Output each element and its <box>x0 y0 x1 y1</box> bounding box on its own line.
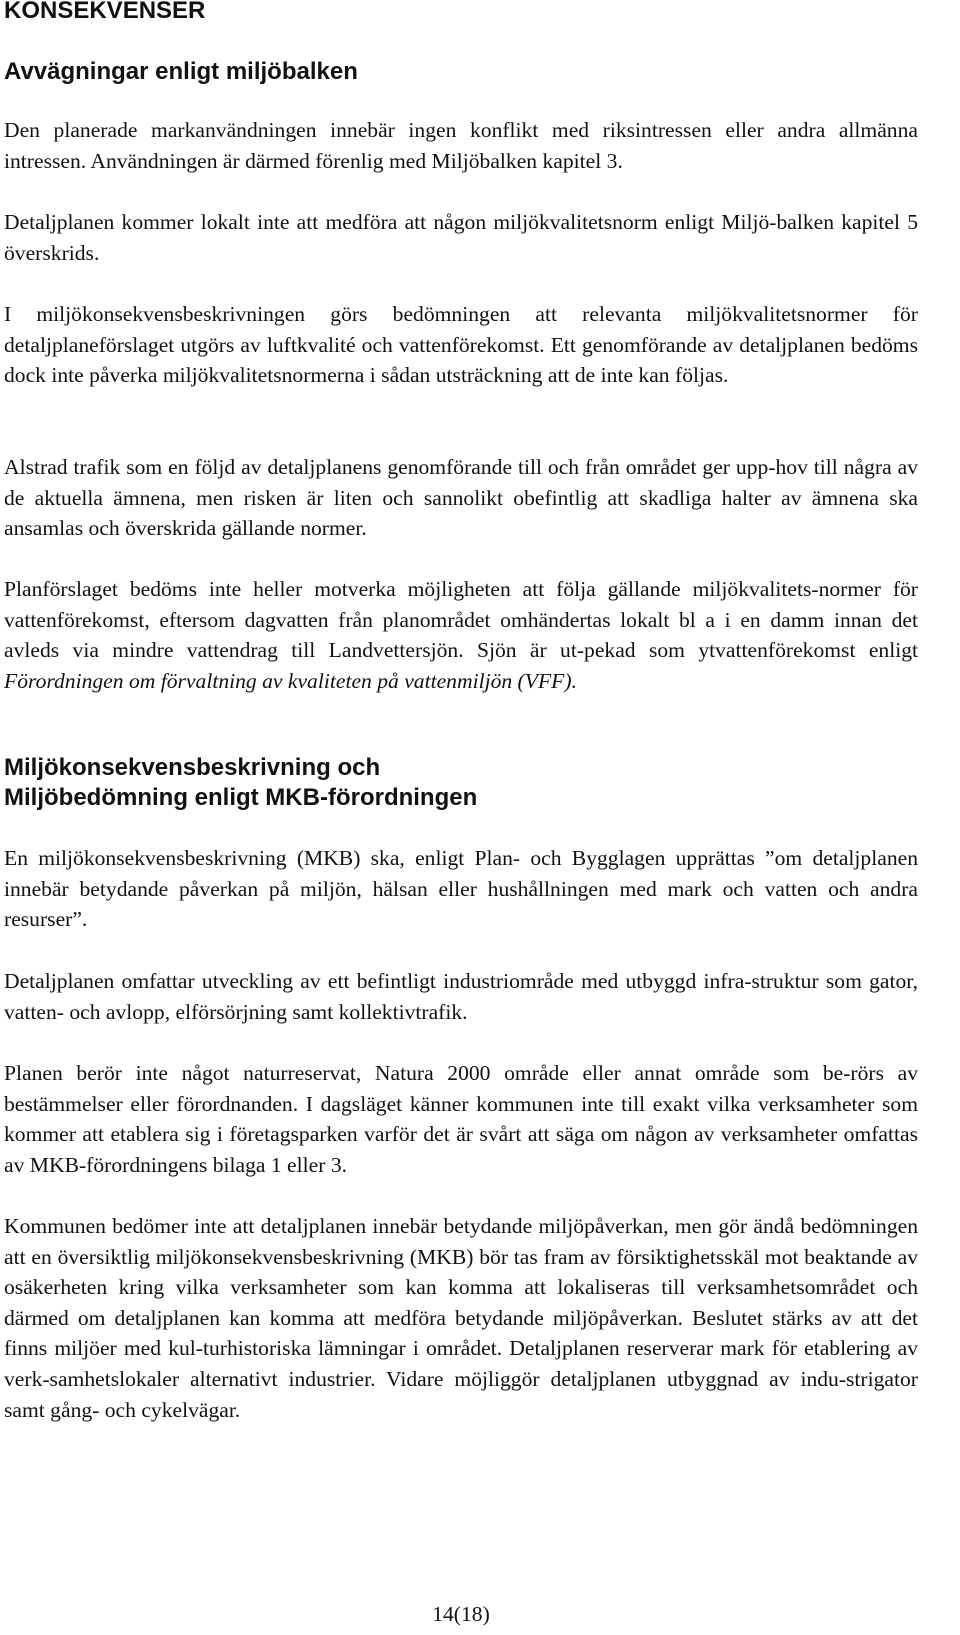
vff-reference: Förordningen om förvaltning av kvaliteten på vattenmiljön (VFF). <box>4 668 577 693</box>
page-number: 14(18) <box>432 1602 490 1626</box>
paragraph-mkb-definition: En miljökonsekvensbeskrivning (MKB) ska, enligt Plan- och Bygglagen upprättas ”om detaljplanen innebär betydande påverkan på miljön, hälsan eller hushållningen med mark och vatten och andra resurser”. <box>4 846 918 932</box>
subsection-title-mkb-line1: Miljökonsekvensbeskrivning och <box>4 754 381 781</box>
subsection-title-mkb <box>4 753 477 813</box>
paragraph-vattenforekomst-text: Planförslaget bedöms inte heller motverka möjligheten att följa gällande miljökvalitets-normer för vattenförekomst, eftersom dagvatten från planområdet omhändertas lokalt bl a i en damm innan det avleds via mindre vattendrag till Landvettersjön. Sjön är ut-pekad som ytvattenförekomst enligt <box>4 577 918 663</box>
paragraph-mkb-bedomning: I miljökonsekvensbeskrivningen görs bedömningen att relevanta miljökvalitetsnormer för detaljplaneförslaget utgörs av luftkvalité och vattenförekomst. Ett genomförande av detaljplanen bedöms dock inte påverka miljökvalitetsnormerna i sådan utsträckning att de inte kan följas. <box>4 302 918 388</box>
paragraph-kommunen-bedomer: Kommunen bedömer inte att detaljplanen innebär betydande miljöpåverkan, men gör ändå bedömningen att en översiktlig miljökonsekvensbeskrivning (MKB) bör tas fram av försiktighetsskäl mot beaktande av osäkerheten kring vilka verksamheter som kan komma att lokaliseras till verksamhetsområdet och därmed om detaljplanen kan komma att medföra betydande miljöpåverkan. Beslutet stärks av att det finns miljöer med kul-turhistoriska lämningar i området. Detaljplanen reserverar mark för etablering av verk-samhetslokaler alternativt industrier. Vidare möjliggör detaljplanen utbyggnad av indu-strigator samt gång- och cykelvägar. <box>4 1214 918 1422</box>
subsection-title-mkb-line2: Miljöbedömning enligt MKB-förordningen <box>4 784 478 811</box>
paragraph-riksintressen: Den planerade markanvändningen innebär ingen konflikt med riksintressen eller andra allmänna intressen. Användningen är därmed förenlig med Miljöbalken kapitel 3. <box>4 118 918 173</box>
section-title: KONSEKVENSER <box>4 0 206 24</box>
paragraph-alstrad-trafik: Alstrad trafik som en följd av detaljplanens genomförande till och från området ger upp-hov till några av de aktuella ämnena, men risken är liten och sannolikt obefintlig att skadliga halter av ämnena ska ansamlas och överskrida gällande normer. <box>4 455 918 541</box>
paragraph-miljokvalitetsnorm: Detaljplanen kommer lokalt inte att medföra att någon miljökvalitetsnorm enligt Miljö-balken kapitel 5 överskrids. <box>4 210 918 265</box>
paragraph-infrastruktur: Detaljplanen omfattar utveckling av ett befintligt industriområde med utbyggd infra-struktur som gator, vatten- och avlopp, elförsörjning samt kollektivtrafik. <box>4 969 918 1024</box>
subsection-title-miljobalken: Avvägningar enligt miljöbalken <box>4 58 358 85</box>
paragraph-vattenforekomst <box>4 574 918 696</box>
paragraph-natura-2000: Planen berör inte något naturreservat, Natura 2000 område eller annat område som be-rörs av bestämmelser eller förordnanden. I dagsläget känner kommunen inte till exakt vilka verksamheter som kommer att etablera sig i företagsparken varför det är svårt att säga om någon av verksamheter omfattas av MKB-förordningens bilaga 1 eller 3. <box>4 1061 918 1177</box>
